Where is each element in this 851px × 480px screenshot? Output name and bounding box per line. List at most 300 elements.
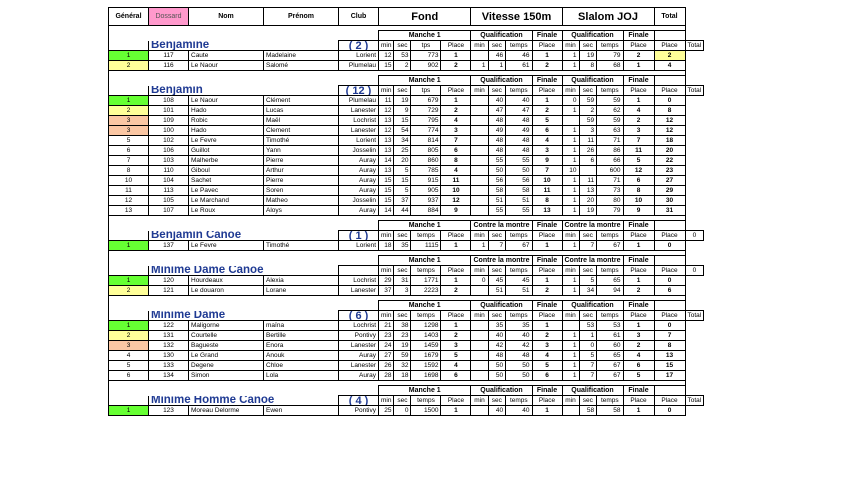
score-cell: 49: [506, 126, 532, 136]
score-cell: 805: [411, 146, 441, 156]
score-cell: 27: [654, 176, 685, 186]
phase-label: Finale: [623, 221, 654, 231]
phase-label: Contre la montre: [471, 256, 532, 266]
score-cell: 59: [579, 96, 597, 106]
column-label: Place: [654, 231, 685, 241]
column-label: temps: [506, 231, 532, 241]
dossard: 101: [149, 106, 189, 116]
score-cell: 58: [488, 186, 506, 196]
score-cell: 13: [379, 146, 394, 156]
athlete-prenom: Arthur: [264, 166, 339, 176]
score-cell: 0: [654, 96, 685, 106]
athlete-prenom: Matheo: [264, 196, 339, 206]
score-cell: 29: [379, 276, 394, 286]
athlete-nom: Simon: [189, 371, 264, 381]
column-label: min: [471, 396, 488, 406]
score-cell: [471, 126, 488, 136]
score-cell: 6: [441, 146, 471, 156]
athlete-nom: Sachet: [189, 176, 264, 186]
athlete-nom: Hado: [189, 126, 264, 136]
score-cell: 48: [488, 116, 506, 126]
phase-label: Finale: [623, 256, 654, 266]
athlete-prenom: Lorane: [264, 286, 339, 296]
column-label: Place: [441, 396, 471, 406]
column-label: min: [471, 231, 488, 241]
category-header-row: [109, 31, 704, 41]
score-cell: 67: [597, 361, 623, 371]
score-cell: 884: [411, 206, 441, 216]
column-label: sec: [394, 311, 411, 321]
dossard: 105: [149, 196, 189, 206]
club: Plumelau: [339, 61, 379, 71]
table-row: [109, 126, 704, 136]
score-cell: 11: [579, 136, 597, 146]
athlete-prenom: Anouk: [264, 351, 339, 361]
phase-label: Finale: [623, 386, 654, 396]
table-row: [109, 116, 704, 126]
score-cell: [471, 96, 488, 106]
dossard: 113: [149, 186, 189, 196]
score-cell: 8: [441, 156, 471, 166]
club: Pontivy: [339, 406, 379, 416]
score-cell: 23: [394, 331, 411, 341]
column-label: tps: [411, 86, 441, 96]
score-cell: 49: [488, 126, 506, 136]
score-cell: 50: [488, 166, 506, 176]
table-row: [109, 196, 704, 206]
phase-label: Qualification: [471, 31, 532, 41]
score-cell: 3: [532, 146, 562, 156]
general-rank: 1: [109, 321, 149, 331]
club: Lanester: [339, 341, 379, 351]
score-cell: 12: [379, 51, 394, 61]
score-cell: 2: [623, 286, 654, 296]
score-cell: 13: [579, 186, 597, 196]
score-cell: [471, 136, 488, 146]
score-cell: 18: [394, 371, 411, 381]
score-cell: 4: [623, 351, 654, 361]
score-cell: 47: [506, 106, 532, 116]
score-cell: 67: [597, 371, 623, 381]
score-cell: 12: [623, 166, 654, 176]
score-cell: [471, 156, 488, 166]
score-cell: 13: [379, 136, 394, 146]
score-cell: 19: [579, 206, 597, 216]
score-cell: 12: [379, 126, 394, 136]
score-cell: 1: [471, 241, 488, 251]
score-cell: 15: [379, 186, 394, 196]
score-cell: 65: [597, 351, 623, 361]
score-cell: [471, 371, 488, 381]
table-row: [109, 146, 704, 156]
score-cell: 5: [532, 116, 562, 126]
column-label: temps: [506, 266, 532, 276]
athlete-prenom: maïna: [264, 321, 339, 331]
column-label: temps: [597, 266, 623, 276]
score-cell: 13: [532, 206, 562, 216]
score-cell: 23: [379, 331, 394, 341]
column-label: Place: [532, 266, 562, 276]
score-cell: 12: [654, 116, 685, 126]
score-cell: 15: [394, 116, 411, 126]
score-cell: 5: [441, 351, 471, 361]
score-cell: 58: [506, 186, 532, 196]
column-label: temps: [411, 396, 441, 406]
score-cell: 795: [411, 116, 441, 126]
dossard: 117: [149, 51, 189, 61]
score-cell: 48: [506, 351, 532, 361]
score-cell: 1: [562, 371, 579, 381]
score-cell: 73: [597, 186, 623, 196]
score-cell: 34: [579, 286, 597, 296]
score-cell: 0: [579, 341, 597, 351]
score-cell: 51: [488, 286, 506, 296]
score-cell: 3: [532, 341, 562, 351]
score-cell: 55: [488, 206, 506, 216]
column-label: min: [471, 266, 488, 276]
score-cell: 63: [597, 126, 623, 136]
score-cell: 46: [488, 51, 506, 61]
phase-label: Finale: [623, 31, 654, 41]
score-cell: 1500: [411, 406, 441, 416]
score-cell: 4: [654, 61, 685, 71]
column-label: min: [562, 266, 579, 276]
score-cell: 9: [394, 106, 411, 116]
column-label: sec: [394, 266, 411, 276]
score-cell: 3: [579, 126, 597, 136]
general-rank: 6: [109, 146, 149, 156]
column-label: 0: [685, 231, 704, 241]
column-label: min: [379, 86, 394, 96]
score-cell: 20: [579, 196, 597, 206]
category-header-row: [109, 386, 704, 396]
club: Lanester: [339, 361, 379, 371]
general-rank: 2: [109, 61, 149, 71]
athlete-prenom: Lola: [264, 371, 339, 381]
column-label: Place: [654, 396, 685, 406]
phase-label: Manche 1: [379, 386, 471, 396]
score-cell: 1: [441, 241, 471, 251]
score-cell: 48: [506, 146, 532, 156]
club: Auray: [339, 186, 379, 196]
column-label: temps: [597, 231, 623, 241]
column-label: min: [379, 311, 394, 321]
dossard: 123: [149, 406, 189, 416]
category-subheader-row: [109, 41, 704, 51]
header-slalom: Slalom JOJ: [562, 8, 654, 26]
category-subheader-row: [109, 396, 704, 406]
athlete-nom: Caute: [189, 51, 264, 61]
score-cell: 7: [579, 371, 597, 381]
score-cell: 30: [654, 196, 685, 206]
score-cell: 1: [623, 321, 654, 331]
score-cell: [579, 166, 597, 176]
score-cell: 55: [506, 156, 532, 166]
score-cell: 15: [394, 176, 411, 186]
score-cell: 48: [488, 146, 506, 156]
club: Auray: [339, 166, 379, 176]
score-cell: 10: [623, 196, 654, 206]
phase-label: Qualification: [471, 386, 532, 396]
score-cell: 60: [597, 341, 623, 351]
table-row: [109, 371, 704, 381]
column-label: Place: [623, 266, 654, 276]
dossard: 100: [149, 126, 189, 136]
dossard: 132: [149, 341, 189, 351]
score-cell: 68: [597, 61, 623, 71]
score-cell: 902: [411, 61, 441, 71]
score-cell: 1679: [411, 351, 441, 361]
score-cell: 80: [597, 196, 623, 206]
general-rank: 11: [109, 186, 149, 196]
score-cell: 2: [579, 106, 597, 116]
phase-label: Qualification: [562, 76, 623, 86]
phase-label: Contre la montre: [471, 221, 532, 231]
dossard: 137: [149, 241, 189, 251]
score-cell: 1: [562, 146, 579, 156]
score-cell: 15: [379, 196, 394, 206]
score-cell: 61: [506, 61, 532, 71]
score-cell: 50: [488, 371, 506, 381]
score-cell: 62: [597, 106, 623, 116]
score-cell: 6: [441, 371, 471, 381]
column-label: temps: [597, 396, 623, 406]
phase-label: Manche 1: [379, 256, 471, 266]
column-label: Place: [623, 86, 654, 96]
general-rank: 6: [109, 371, 149, 381]
results-table: [108, 7, 704, 416]
column-label: min: [562, 396, 579, 406]
category-title: Benjamin: [149, 86, 339, 96]
score-cell: 860: [411, 156, 441, 166]
athlete-prenom: Bertille: [264, 331, 339, 341]
header-vitesse: Vitesse 150m: [471, 8, 562, 26]
score-cell: 729: [411, 106, 441, 116]
table-row: [109, 156, 704, 166]
column-label: sec: [394, 231, 411, 241]
column-label: sec: [579, 41, 597, 51]
score-cell: 1: [532, 276, 562, 286]
dossard: 131: [149, 331, 189, 341]
general-rank: 1: [109, 241, 149, 251]
table-row: [109, 186, 704, 196]
score-cell: 2: [532, 331, 562, 341]
score-cell: 18: [654, 136, 685, 146]
athlete-nom: Moreau Delorme: [189, 406, 264, 416]
score-cell: 2: [394, 61, 411, 71]
table-row: [109, 51, 704, 61]
club: Lochrist: [339, 321, 379, 331]
table-row: [109, 61, 704, 71]
score-cell: 19: [394, 341, 411, 351]
score-cell: 10: [562, 166, 579, 176]
column-label: Place: [532, 86, 562, 96]
score-cell: 2: [441, 331, 471, 341]
score-cell: [562, 321, 579, 331]
score-cell: 7: [579, 241, 597, 251]
score-cell: 1: [562, 276, 579, 286]
score-cell: 1592: [411, 361, 441, 371]
score-cell: 15: [379, 176, 394, 186]
score-cell: 28: [379, 371, 394, 381]
score-cell: 1: [441, 321, 471, 331]
score-cell: 58: [579, 406, 597, 416]
score-cell: 13: [654, 351, 685, 361]
column-label: Place: [623, 231, 654, 241]
column-label: min: [562, 86, 579, 96]
score-cell: 53: [597, 321, 623, 331]
score-cell: [471, 176, 488, 186]
phase-label: Qualification: [562, 301, 623, 311]
column-label: temps: [411, 311, 441, 321]
athlete-nom: Le Fevre: [189, 241, 264, 251]
score-cell: 23: [654, 166, 685, 176]
score-cell: 15: [654, 361, 685, 371]
score-cell: [471, 206, 488, 216]
score-cell: 600: [597, 166, 623, 176]
club: Pontivy: [339, 331, 379, 341]
score-cell: 1: [532, 241, 562, 251]
score-cell: 905: [411, 186, 441, 196]
score-cell: 4: [441, 361, 471, 371]
club: Lanester: [339, 286, 379, 296]
table-row: [109, 341, 704, 351]
score-cell: 71: [597, 136, 623, 146]
score-cell: 1: [562, 61, 579, 71]
score-cell: 35: [488, 321, 506, 331]
athlete-prenom: Lucas: [264, 106, 339, 116]
table-row: [109, 241, 704, 251]
athlete-prenom: Pierre: [264, 176, 339, 186]
club: Lochrist: [339, 276, 379, 286]
score-cell: 1: [562, 196, 579, 206]
score-cell: 40: [488, 331, 506, 341]
score-cell: [471, 106, 488, 116]
column-label: min: [379, 396, 394, 406]
score-cell: 1: [562, 126, 579, 136]
score-cell: 6: [623, 361, 654, 371]
score-cell: 0: [471, 276, 488, 286]
column-label: 0: [685, 266, 704, 276]
score-cell: 785: [411, 166, 441, 176]
score-cell: 4: [441, 116, 471, 126]
score-cell: 29: [654, 186, 685, 196]
phase-label: Qualification: [471, 76, 532, 86]
score-cell: 774: [411, 126, 441, 136]
category-title: Minime Dame: [149, 311, 339, 321]
score-cell: [471, 51, 488, 61]
score-cell: 42: [506, 341, 532, 351]
score-cell: 8: [654, 341, 685, 351]
category-title: Minime Homme Canoë: [149, 396, 339, 406]
column-label: min: [471, 311, 488, 321]
score-cell: 1: [562, 156, 579, 166]
athlete-nom: Maligorne: [189, 321, 264, 331]
score-cell: [471, 196, 488, 206]
score-cell: 1: [579, 331, 597, 341]
score-cell: 10: [532, 176, 562, 186]
score-cell: 14: [379, 156, 394, 166]
score-cell: 27: [379, 351, 394, 361]
table-row: [109, 136, 704, 146]
score-cell: 1: [441, 276, 471, 286]
score-cell: 1: [562, 51, 579, 61]
score-cell: 67: [597, 241, 623, 251]
score-cell: [471, 351, 488, 361]
header-dossard: Dossard: [149, 8, 189, 26]
athlete-nom: Le Naour: [189, 96, 264, 106]
score-cell: 1: [562, 176, 579, 186]
score-cell: 31: [654, 206, 685, 216]
dossard: 103: [149, 156, 189, 166]
score-cell: 22: [654, 156, 685, 166]
score-cell: 21: [379, 321, 394, 331]
score-cell: 0: [654, 321, 685, 331]
column-label: min: [562, 311, 579, 321]
column-label: Place: [654, 311, 685, 321]
general-rank: 2: [109, 286, 149, 296]
score-cell: 53: [579, 321, 597, 331]
score-cell: 40: [506, 331, 532, 341]
score-cell: 18: [379, 241, 394, 251]
score-cell: 2: [441, 61, 471, 71]
column-label: Place: [441, 41, 471, 51]
club: Lochrist: [339, 116, 379, 126]
score-cell: 37: [379, 286, 394, 296]
athlete-nom: Le douaron: [189, 286, 264, 296]
score-cell: 1: [562, 331, 579, 341]
column-label: Total: [685, 396, 704, 406]
score-cell: 2: [532, 61, 562, 71]
phase-label: Manche 1: [379, 76, 471, 86]
header-club: Club: [339, 8, 379, 26]
score-cell: 1: [532, 96, 562, 106]
athlete-nom: Giboul: [189, 166, 264, 176]
score-cell: 13: [379, 166, 394, 176]
score-cell: 0: [654, 406, 685, 416]
score-cell: 6: [654, 286, 685, 296]
column-label: sec: [488, 86, 506, 96]
score-cell: 45: [506, 276, 532, 286]
table-row: [109, 106, 704, 116]
score-cell: 2: [623, 341, 654, 351]
club: Auray: [339, 176, 379, 186]
score-cell: 3: [623, 126, 654, 136]
score-cell: 7: [654, 331, 685, 341]
general-rank: 1: [109, 51, 149, 61]
score-cell: 56: [488, 176, 506, 186]
score-cell: 1: [562, 341, 579, 351]
table-row: [109, 331, 704, 341]
athlete-prenom: Pierre: [264, 156, 339, 166]
score-cell: 1: [562, 106, 579, 116]
table-row: [109, 351, 704, 361]
score-cell: 13: [379, 116, 394, 126]
dossard: 109: [149, 116, 189, 126]
athlete-prenom: Salomé: [264, 61, 339, 71]
score-cell: 55: [506, 206, 532, 216]
score-cell: 25: [379, 406, 394, 416]
general-rank: 1: [109, 406, 149, 416]
column-label: sec: [579, 266, 597, 276]
score-cell: 5: [532, 361, 562, 371]
score-cell: 8: [579, 61, 597, 71]
general-rank: 2: [109, 106, 149, 116]
score-cell: [471, 166, 488, 176]
score-cell: 5: [579, 276, 597, 286]
score-cell: 1: [623, 276, 654, 286]
score-cell: 71: [597, 176, 623, 186]
